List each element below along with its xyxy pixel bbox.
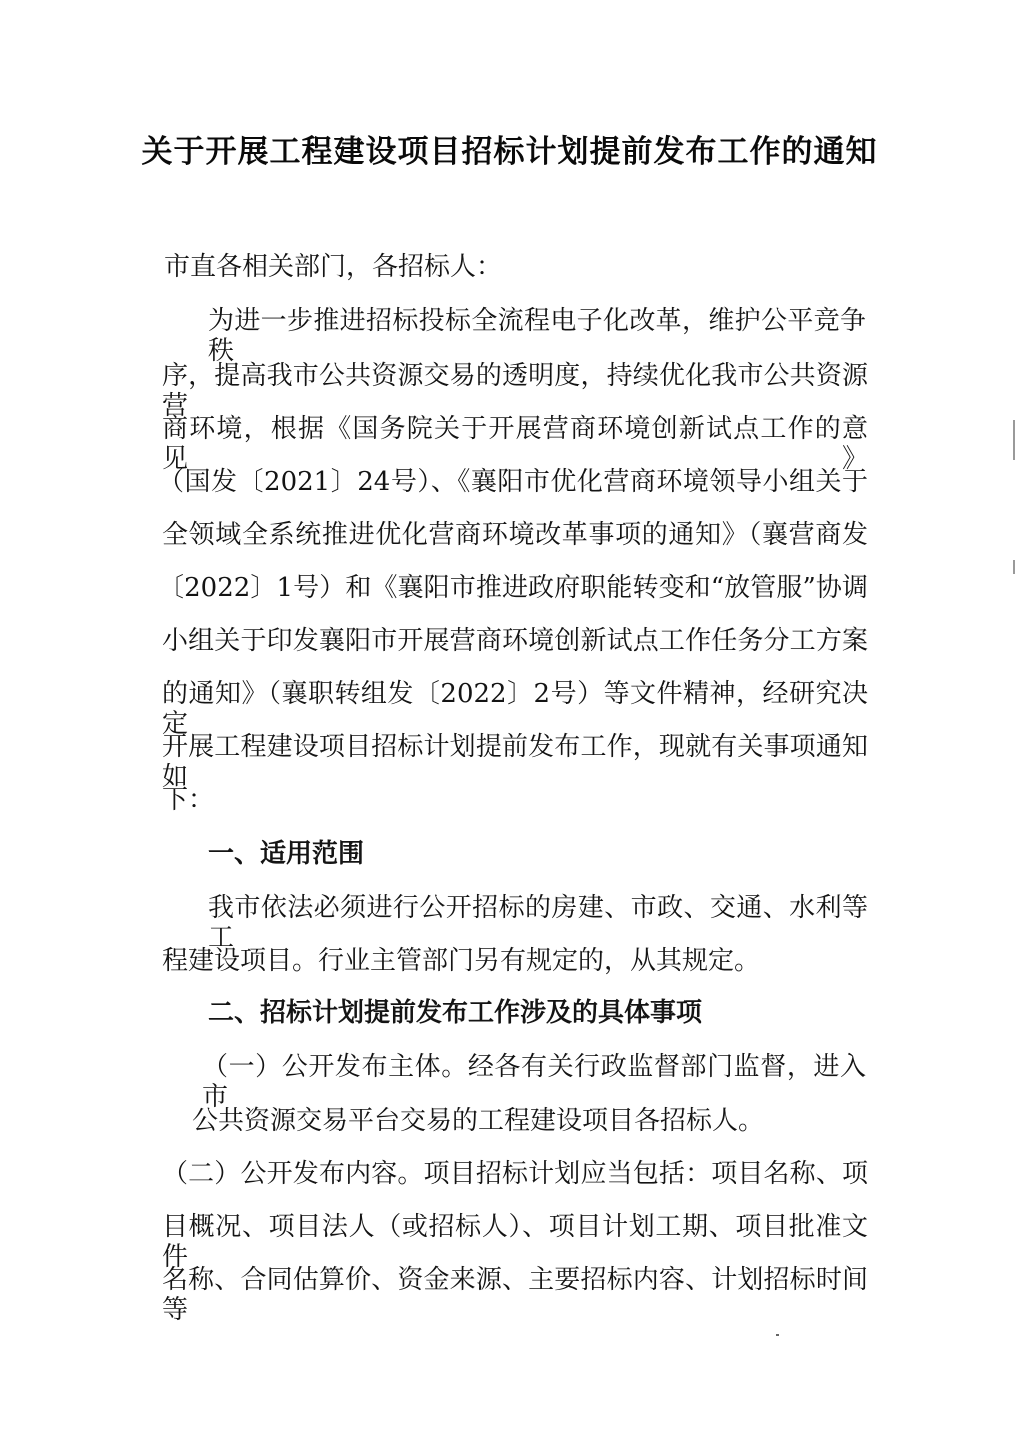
intro-line: 为进一步推进招标投标全流程电子化改革，维护公平竞争秩 [208, 306, 866, 366]
item-text-line: 名称、合同估算价、资金来源、主要招标内容、计划招标时间等 [162, 1265, 868, 1325]
intro-line: （国发〔2021〕24号）、《襄阳市优化营商环境领导小组关于 [158, 467, 868, 497]
item-text-line: （一）公开发布主体。经各有关行政监督部门监督，进入市 [202, 1052, 866, 1112]
item-text-line: 公共资源交易平台交易的工程建设项目各招标人。 [192, 1106, 765, 1136]
section-text-line: 程建设项目。行业主管部门另有规定的，从其规定。 [162, 946, 761, 976]
item-text-line: （二）公开发布内容。项目招标计划应当包括：项目名称、项 [162, 1159, 868, 1189]
scan-margin-mark [1013, 420, 1015, 460]
intro-line: 商环境，根据《国务院关于开展营商环境创新试点工作的意见》 [162, 414, 868, 474]
document-title: 关于开展工程建设项目招标计划提前发布工作的通知 [141, 134, 878, 170]
intro-line: 的通知》（襄职转组发〔2022〕2号）等文件精神，经研究决定 [162, 679, 868, 739]
intro-line: 开展工程建设项目招标计划提前发布工作，现就有关事项通知如 [162, 732, 868, 792]
intro-line: 序，提高我市公共资源交易的透明度，持续优化我市公共资源营 [162, 361, 868, 421]
scan-margin-mark [1013, 560, 1015, 574]
intro-line: 〔2022〕1号）和《襄阳市推进政府职能转变和“放管服”协调 [158, 573, 868, 603]
intro-line: 下： [162, 785, 215, 815]
intro-line: 小组关于印发襄阳市开展营商环境创新试点工作任务分工方案 [162, 626, 868, 656]
scan-speck [776, 1334, 779, 1336]
section-heading: 一、适用范围 [208, 839, 365, 869]
section-text-line: 我市依法必须进行公开招标的房建、市政、交通、水利等工 [208, 893, 868, 953]
salutation: 市直各相关部门，各招标人： [164, 252, 503, 282]
intro-line: 全领域全系统推进优化营商环境改革事项的通知》（襄营商发 [162, 520, 868, 550]
item-text-line: 目概况、项目法人（或招标人）、项目计划工期、项目批准文件 [162, 1212, 868, 1272]
section-heading: 二、招标计划提前发布工作涉及的具体事项 [208, 998, 703, 1028]
